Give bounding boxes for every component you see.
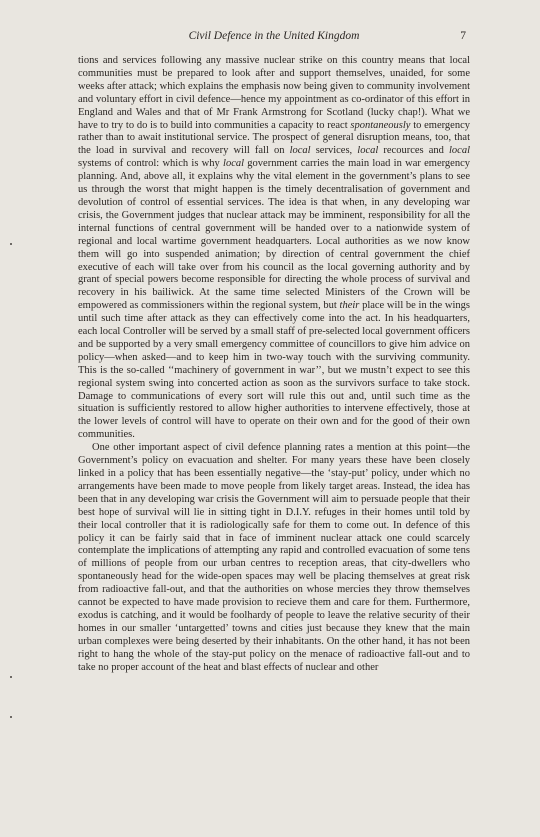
scan-speck (10, 716, 12, 718)
text-run: services, (310, 145, 358, 157)
text-run: to emergency rather than to await institutional service. The prospect of general disruption means, too, that the load in survival and recovery will fall on (78, 119, 470, 157)
emphasis-text: local (289, 145, 311, 157)
text-run: tions and services following any massive nuclear strike on this country means that local communities must be prepared to look after and support themselves, unaided, for some weeks after attack; which explains the emphasis now being given to community involvement and voluntary effort in civil defence—hence my appointment as co-ordinator of this effort in England and Wales and that of Mr Frank Armstrong for Scotland (lucky chap!). What we have to try to do is to build into communities a capacity to react (78, 55, 470, 131)
text-run: recources and (378, 145, 449, 157)
emphasis-text: their (339, 300, 360, 312)
running-title: Civil Defence in the United Kingdom (188, 30, 360, 42)
text-run: government carries the main load in war emergency planning. And, above all, it explains why the vital element in the government’s plans to see us through the worst that might happen is the timely decentralisation of government and devolution of control of essential services. The idea is that when, in any developing war crisis, the Government judges that nuclear attack may be imminent, responsibility for all the internal functions of central government will be handed over to a nationwide system of regional and local wartime government headquarters. Local authorities as we now know them will go into suspended animation; by direction of central government the chief executive of each will take over from his council as the local governing authority and by grant of special powers become responsible for directing the whole process of survival and recovery in his bailiwick. At the same time selected Ministers of the Crown will be empowered as commissioners within the regional system, but (78, 158, 470, 312)
body-text (78, 55, 470, 675)
page-number: 7 (460, 30, 466, 42)
emphasis-text: local (357, 145, 379, 157)
text-run: place will be in the wings until such time after attack as they can effectively come into the act. In his headquarters, each local Controller will be served by a small staff of pre-selected local government officers and be supported by a very small emergency committee of councillors to give him advice on policy—when asked—and to keep him in two-way touch with the surviving community. This is the so-called ‘‘machinery of government in war’’, but we mustn’t expect to see this regional system swing into concerted action as soon as the survivors surface to take stock. Damage to communications of every sort will rule this out and, until such time as the situation is sufficiently restored to allow higher authorities to intervene effectively, those at the lower levels of control will have to operate on their own and for the good of their own communities. (78, 300, 470, 441)
running-head (78, 30, 470, 46)
text-run: systems of control: which is why (78, 158, 224, 170)
paragraph-1 (78, 55, 470, 442)
scan-speck (10, 243, 12, 245)
emphasis-text: local (449, 145, 470, 157)
emphasis-text: local (223, 158, 245, 170)
paragraph-2: One other important aspect of civil defence planning rates a mention at this point—the Government’s policy on evacuation and shelter. For many years these have been closely linked in a policy that has been essentially negative—the ‘stay-put’ policy, under which no arrangements have been made to move people from likely target areas. Instead, the idea has been that in any developing war crisis the Government will aim to persuade people that their best hope of survival will lie in sitting tight in D.I.Y. refuges in their homes until told by their local controller that it is radiologically safe for them to come out. In defence of this policy it can be fairly said that in face of imminent nuclear attack one could scarcely contemplate the implications of attempting any rapid and controlled evacuation of some tens of millions of people from our urban centres to reception areas, that city-dwellers who spontaneously head for the wide-open spaces may well be placing themselves at great risk from radioactive fall-out, and that the authorities on whose mercies they throw themselves cannot be expected to have made provision to recieve them and care for them. Furthermore, exodus is catching, and it would be foolhardy of people to leave the relative security of their homes in our smaller ‘untargetted’ towns and cities just because they knew that the main urban complexes were being deserted by their inhabitants. On the other hand, it has not been right to hang the whole of the stay-put policy on the menace of radioactive fall-out and to take no proper account of the heat and blast effects of nuclear and other (78, 442, 470, 673)
emphasis-text: spontaneously (350, 119, 411, 131)
scan-speck (10, 676, 12, 678)
